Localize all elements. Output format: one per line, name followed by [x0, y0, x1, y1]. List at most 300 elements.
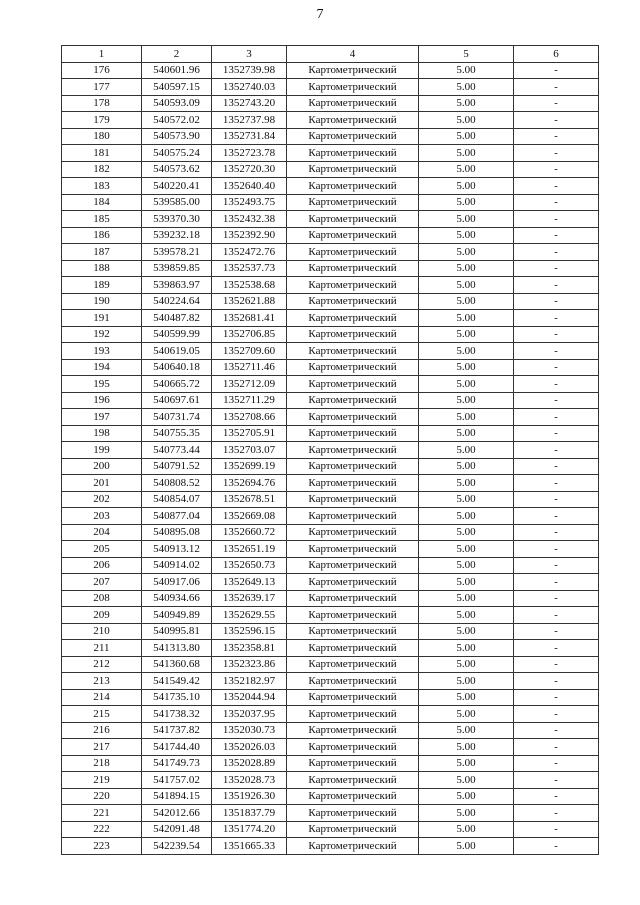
point-number-cell: 179: [62, 112, 142, 129]
x-coordinate-cell: 540487.82: [142, 310, 212, 327]
point-number-cell: 215: [62, 706, 142, 723]
method-cell: Картометрический: [287, 607, 419, 624]
accuracy-cell: 5.00: [419, 574, 514, 591]
note-cell: -: [514, 557, 599, 574]
method-cell: Картометрический: [287, 409, 419, 426]
x-coordinate-cell: 541360.68: [142, 656, 212, 673]
point-number-cell: 187: [62, 244, 142, 261]
x-coordinate-cell: 541549.42: [142, 673, 212, 690]
accuracy-cell: 5.00: [419, 145, 514, 162]
table-row: [62, 805, 599, 822]
table-row: [62, 376, 599, 393]
table-row: [62, 194, 599, 211]
x-coordinate-cell: 540917.06: [142, 574, 212, 591]
point-number-cell: 185: [62, 211, 142, 228]
table-row: [62, 475, 599, 492]
method-cell: Картометрический: [287, 590, 419, 607]
table-row: [62, 623, 599, 640]
point-number-cell: 204: [62, 524, 142, 541]
x-coordinate-cell: 540601.96: [142, 62, 212, 79]
accuracy-cell: 5.00: [419, 541, 514, 558]
x-coordinate-cell: 540949.89: [142, 607, 212, 624]
y-coordinate-cell: 1352731.84: [212, 128, 287, 145]
table-row: [62, 640, 599, 657]
x-coordinate-cell: 540224.64: [142, 293, 212, 310]
accuracy-cell: 5.00: [419, 458, 514, 475]
note-cell: -: [514, 95, 599, 112]
accuracy-cell: 5.00: [419, 722, 514, 739]
table-row: [62, 491, 599, 508]
table-row: [62, 706, 599, 723]
accuracy-cell: 5.00: [419, 211, 514, 228]
method-cell: Картометрический: [287, 244, 419, 261]
method-cell: Картометрический: [287, 706, 419, 723]
method-cell: Картометрический: [287, 260, 419, 277]
table-row: [62, 62, 599, 79]
x-coordinate-cell: 539578.21: [142, 244, 212, 261]
method-cell: Картометрический: [287, 755, 419, 772]
table-row: [62, 458, 599, 475]
table-row: [62, 442, 599, 459]
table-row: [62, 590, 599, 607]
point-number-cell: 202: [62, 491, 142, 508]
y-coordinate-cell: 1352044.94: [212, 689, 287, 706]
note-cell: -: [514, 524, 599, 541]
method-cell: Картометрический: [287, 838, 419, 855]
note-cell: -: [514, 838, 599, 855]
y-coordinate-cell: 1352703.07: [212, 442, 287, 459]
note-cell: -: [514, 508, 599, 525]
x-coordinate-cell: 541738.32: [142, 706, 212, 723]
y-coordinate-cell: 1352711.29: [212, 392, 287, 409]
point-number-cell: 206: [62, 557, 142, 574]
accuracy-cell: 5.00: [419, 590, 514, 607]
x-coordinate-cell: 540665.72: [142, 376, 212, 393]
table-row: [62, 508, 599, 525]
x-coordinate-cell: 540573.90: [142, 128, 212, 145]
y-coordinate-cell: 1352678.51: [212, 491, 287, 508]
point-number-cell: 209: [62, 607, 142, 624]
y-coordinate-cell: 1352740.03: [212, 79, 287, 96]
note-cell: -: [514, 244, 599, 261]
note-cell: -: [514, 673, 599, 690]
accuracy-cell: 5.00: [419, 310, 514, 327]
point-number-cell: 212: [62, 656, 142, 673]
accuracy-cell: 5.00: [419, 739, 514, 756]
method-cell: Картометрический: [287, 178, 419, 195]
accuracy-cell: 5.00: [419, 442, 514, 459]
note-cell: -: [514, 161, 599, 178]
method-cell: Картометрический: [287, 458, 419, 475]
note-cell: -: [514, 409, 599, 426]
accuracy-cell: 5.00: [419, 508, 514, 525]
x-coordinate-cell: 540697.61: [142, 392, 212, 409]
point-number-cell: 217: [62, 739, 142, 756]
note-cell: -: [514, 458, 599, 475]
method-cell: Картометрический: [287, 277, 419, 294]
y-coordinate-cell: 1352392.90: [212, 227, 287, 244]
point-number-cell: 219: [62, 772, 142, 789]
note-cell: -: [514, 772, 599, 789]
accuracy-cell: 5.00: [419, 656, 514, 673]
method-cell: Картометрический: [287, 79, 419, 96]
table-row: [62, 211, 599, 228]
x-coordinate-cell: 540934.66: [142, 590, 212, 607]
point-number-cell: 176: [62, 62, 142, 79]
table-row: [62, 425, 599, 442]
point-number-cell: 222: [62, 821, 142, 838]
point-number-cell: 214: [62, 689, 142, 706]
x-coordinate-cell: 539585.00: [142, 194, 212, 211]
y-coordinate-cell: 1352026.03: [212, 739, 287, 756]
header-cell-col1: 1: [62, 46, 142, 63]
x-coordinate-cell: 540808.52: [142, 475, 212, 492]
x-coordinate-cell: 540597.15: [142, 79, 212, 96]
point-number-cell: 177: [62, 79, 142, 96]
point-number-cell: 218: [62, 755, 142, 772]
y-coordinate-cell: 1352629.55: [212, 607, 287, 624]
x-coordinate-cell: 541313.80: [142, 640, 212, 657]
y-coordinate-cell: 1352708.66: [212, 409, 287, 426]
point-number-cell: 201: [62, 475, 142, 492]
method-cell: Картометрический: [287, 376, 419, 393]
y-coordinate-cell: 1352681.41: [212, 310, 287, 327]
x-coordinate-cell: 540640.18: [142, 359, 212, 376]
accuracy-cell: 5.00: [419, 277, 514, 294]
method-cell: Картометрический: [287, 310, 419, 327]
header-cell-col4: 4: [287, 46, 419, 63]
x-coordinate-cell: 540619.05: [142, 343, 212, 360]
point-number-cell: 203: [62, 508, 142, 525]
accuracy-cell: 5.00: [419, 838, 514, 855]
table-row: [62, 557, 599, 574]
accuracy-cell: 5.00: [419, 805, 514, 822]
header-cell-col2: 2: [142, 46, 212, 63]
note-cell: -: [514, 260, 599, 277]
point-number-cell: 208: [62, 590, 142, 607]
table-row: [62, 227, 599, 244]
x-coordinate-cell: 540573.62: [142, 161, 212, 178]
accuracy-cell: 5.00: [419, 409, 514, 426]
table-row: [62, 392, 599, 409]
table-row: [62, 772, 599, 789]
method-cell: Картометрический: [287, 574, 419, 591]
note-cell: -: [514, 722, 599, 739]
y-coordinate-cell: 1352537.73: [212, 260, 287, 277]
y-coordinate-cell: 1352621.88: [212, 293, 287, 310]
y-coordinate-cell: 1352538.68: [212, 277, 287, 294]
y-coordinate-cell: 1352660.72: [212, 524, 287, 541]
method-cell: Картометрический: [287, 392, 419, 409]
y-coordinate-cell: 1352705.91: [212, 425, 287, 442]
point-number-cell: 188: [62, 260, 142, 277]
accuracy-cell: 5.00: [419, 343, 514, 360]
method-cell: Картометрический: [287, 425, 419, 442]
accuracy-cell: 5.00: [419, 623, 514, 640]
point-number-cell: 189: [62, 277, 142, 294]
point-number-cell: 213: [62, 673, 142, 690]
x-coordinate-cell: 541749.73: [142, 755, 212, 772]
x-coordinate-cell: 542239.54: [142, 838, 212, 855]
table-header: [62, 46, 599, 63]
y-coordinate-cell: 1352743.20: [212, 95, 287, 112]
note-cell: -: [514, 755, 599, 772]
y-coordinate-cell: 1352493.75: [212, 194, 287, 211]
accuracy-cell: 5.00: [419, 607, 514, 624]
point-number-cell: 205: [62, 541, 142, 558]
y-coordinate-cell: 1352694.76: [212, 475, 287, 492]
y-coordinate-cell: 1352358.81: [212, 640, 287, 657]
x-coordinate-cell: 540731.74: [142, 409, 212, 426]
y-coordinate-cell: 1351774.20: [212, 821, 287, 838]
table-row: [62, 293, 599, 310]
note-cell: -: [514, 607, 599, 624]
y-coordinate-cell: 1352640.40: [212, 178, 287, 195]
point-number-cell: 216: [62, 722, 142, 739]
y-coordinate-cell: 1352720.30: [212, 161, 287, 178]
table-row: [62, 755, 599, 772]
accuracy-cell: 5.00: [419, 112, 514, 129]
y-coordinate-cell: 1352739.98: [212, 62, 287, 79]
method-cell: Картометрический: [287, 788, 419, 805]
table-row: [62, 788, 599, 805]
note-cell: -: [514, 425, 599, 442]
note-cell: -: [514, 739, 599, 756]
y-coordinate-cell: 1352709.60: [212, 343, 287, 360]
table-row: [62, 739, 599, 756]
accuracy-cell: 5.00: [419, 772, 514, 789]
y-coordinate-cell: 1352699.19: [212, 458, 287, 475]
accuracy-cell: 5.00: [419, 425, 514, 442]
note-cell: -: [514, 112, 599, 129]
table-row: [62, 310, 599, 327]
y-coordinate-cell: 1352737.98: [212, 112, 287, 129]
method-cell: Картометрический: [287, 194, 419, 211]
accuracy-cell: 5.00: [419, 673, 514, 690]
table-row: [62, 79, 599, 96]
note-cell: -: [514, 376, 599, 393]
table-row: [62, 128, 599, 145]
point-number-cell: 197: [62, 409, 142, 426]
table-row: [62, 343, 599, 360]
point-number-cell: 223: [62, 838, 142, 855]
method-cell: Картометрический: [287, 541, 419, 558]
method-cell: Картометрический: [287, 689, 419, 706]
note-cell: -: [514, 805, 599, 822]
y-coordinate-cell: 1352472.76: [212, 244, 287, 261]
point-number-cell: 221: [62, 805, 142, 822]
note-cell: -: [514, 194, 599, 211]
accuracy-cell: 5.00: [419, 260, 514, 277]
point-number-cell: 211: [62, 640, 142, 657]
method-cell: Картометрический: [287, 112, 419, 129]
y-coordinate-cell: 1352323.86: [212, 656, 287, 673]
y-coordinate-cell: 1352669.08: [212, 508, 287, 525]
x-coordinate-cell: 539859.85: [142, 260, 212, 277]
table-row: [62, 574, 599, 591]
accuracy-cell: 5.00: [419, 475, 514, 492]
method-cell: Картометрический: [287, 722, 419, 739]
note-cell: -: [514, 178, 599, 195]
y-coordinate-cell: 1351837.79: [212, 805, 287, 822]
method-cell: Картометрический: [287, 145, 419, 162]
table-row: [62, 656, 599, 673]
method-cell: Картометрический: [287, 161, 419, 178]
method-cell: Картометрический: [287, 772, 419, 789]
table-row: [62, 277, 599, 294]
method-cell: Картометрический: [287, 557, 419, 574]
x-coordinate-cell: 539863.97: [142, 277, 212, 294]
method-cell: Картометрический: [287, 211, 419, 228]
x-coordinate-cell: 540220.41: [142, 178, 212, 195]
point-number-cell: 182: [62, 161, 142, 178]
accuracy-cell: 5.00: [419, 392, 514, 409]
accuracy-cell: 5.00: [419, 227, 514, 244]
x-coordinate-cell: 540877.04: [142, 508, 212, 525]
method-cell: Картометрический: [287, 508, 419, 525]
x-coordinate-cell: 540599.99: [142, 326, 212, 343]
x-coordinate-cell: 540895.08: [142, 524, 212, 541]
x-coordinate-cell: 540914.02: [142, 557, 212, 574]
note-cell: -: [514, 821, 599, 838]
table-row: [62, 178, 599, 195]
table-row: [62, 359, 599, 376]
method-cell: Картометрический: [287, 293, 419, 310]
accuracy-cell: 5.00: [419, 178, 514, 195]
method-cell: Картометрический: [287, 359, 419, 376]
point-number-cell: 193: [62, 343, 142, 360]
table-row: [62, 821, 599, 838]
accuracy-cell: 5.00: [419, 640, 514, 657]
point-number-cell: 220: [62, 788, 142, 805]
x-coordinate-cell: 539370.30: [142, 211, 212, 228]
accuracy-cell: 5.00: [419, 128, 514, 145]
note-cell: -: [514, 706, 599, 723]
header-cell-col5: 5: [419, 46, 514, 63]
x-coordinate-cell: 540593.09: [142, 95, 212, 112]
table-row: [62, 260, 599, 277]
x-coordinate-cell: 541737.82: [142, 722, 212, 739]
y-coordinate-cell: 1352706.85: [212, 326, 287, 343]
point-number-cell: 191: [62, 310, 142, 327]
point-number-cell: 200: [62, 458, 142, 475]
accuracy-cell: 5.00: [419, 194, 514, 211]
x-coordinate-cell: 540755.35: [142, 425, 212, 442]
point-number-cell: 199: [62, 442, 142, 459]
note-cell: -: [514, 343, 599, 360]
method-cell: Картометрический: [287, 491, 419, 508]
note-cell: -: [514, 359, 599, 376]
method-cell: Картометрический: [287, 656, 419, 673]
accuracy-cell: 5.00: [419, 62, 514, 79]
note-cell: -: [514, 475, 599, 492]
note-cell: -: [514, 623, 599, 640]
accuracy-cell: 5.00: [419, 293, 514, 310]
x-coordinate-cell: 540791.52: [142, 458, 212, 475]
y-coordinate-cell: 1352182.97: [212, 673, 287, 690]
y-coordinate-cell: 1352028.89: [212, 755, 287, 772]
method-cell: Картометрический: [287, 95, 419, 112]
method-cell: Картометрический: [287, 623, 419, 640]
note-cell: -: [514, 211, 599, 228]
y-coordinate-cell: 1352028.73: [212, 772, 287, 789]
method-cell: Картометрический: [287, 442, 419, 459]
y-coordinate-cell: 1352712.09: [212, 376, 287, 393]
header-row: [62, 46, 599, 63]
note-cell: -: [514, 788, 599, 805]
table-row: [62, 524, 599, 541]
table-row: [62, 689, 599, 706]
method-cell: Картометрический: [287, 805, 419, 822]
point-number-cell: 192: [62, 326, 142, 343]
x-coordinate-cell: 540995.81: [142, 623, 212, 640]
y-coordinate-cell: 1351926.30: [212, 788, 287, 805]
accuracy-cell: 5.00: [419, 524, 514, 541]
y-coordinate-cell: 1352030.73: [212, 722, 287, 739]
y-coordinate-cell: 1352596.15: [212, 623, 287, 640]
table-row: [62, 607, 599, 624]
header-cell-col6: 6: [514, 46, 599, 63]
table-row: [62, 722, 599, 739]
table-row: [62, 95, 599, 112]
point-number-cell: 198: [62, 425, 142, 442]
y-coordinate-cell: 1352651.19: [212, 541, 287, 558]
table-row: [62, 673, 599, 690]
x-coordinate-cell: 539232.18: [142, 227, 212, 244]
method-cell: Картометрический: [287, 128, 419, 145]
method-cell: Картометрический: [287, 739, 419, 756]
y-coordinate-cell: 1352723.78: [212, 145, 287, 162]
note-cell: -: [514, 574, 599, 591]
y-coordinate-cell: 1352711.46: [212, 359, 287, 376]
table-row: [62, 112, 599, 129]
accuracy-cell: 5.00: [419, 326, 514, 343]
method-cell: Картометрический: [287, 326, 419, 343]
y-coordinate-cell: 1352639.17: [212, 590, 287, 607]
accuracy-cell: 5.00: [419, 706, 514, 723]
coordinates-table: [61, 45, 599, 855]
accuracy-cell: 5.00: [419, 557, 514, 574]
point-number-cell: 190: [62, 293, 142, 310]
accuracy-cell: 5.00: [419, 359, 514, 376]
header-cell-col3: 3: [212, 46, 287, 63]
point-number-cell: 180: [62, 128, 142, 145]
point-number-cell: 195: [62, 376, 142, 393]
accuracy-cell: 5.00: [419, 376, 514, 393]
point-number-cell: 194: [62, 359, 142, 376]
note-cell: -: [514, 293, 599, 310]
x-coordinate-cell: 541744.40: [142, 739, 212, 756]
x-coordinate-cell: 541894.15: [142, 788, 212, 805]
point-number-cell: 196: [62, 392, 142, 409]
accuracy-cell: 5.00: [419, 79, 514, 96]
note-cell: -: [514, 79, 599, 96]
x-coordinate-cell: 540575.24: [142, 145, 212, 162]
note-cell: -: [514, 326, 599, 343]
table-row: [62, 145, 599, 162]
y-coordinate-cell: 1352649.13: [212, 574, 287, 591]
x-coordinate-cell: 542091.48: [142, 821, 212, 838]
note-cell: -: [514, 392, 599, 409]
y-coordinate-cell: 1351665.33: [212, 838, 287, 855]
method-cell: Картометрический: [287, 673, 419, 690]
method-cell: Картометрический: [287, 475, 419, 492]
note-cell: -: [514, 277, 599, 294]
accuracy-cell: 5.00: [419, 491, 514, 508]
note-cell: -: [514, 62, 599, 79]
note-cell: -: [514, 689, 599, 706]
accuracy-cell: 5.00: [419, 244, 514, 261]
